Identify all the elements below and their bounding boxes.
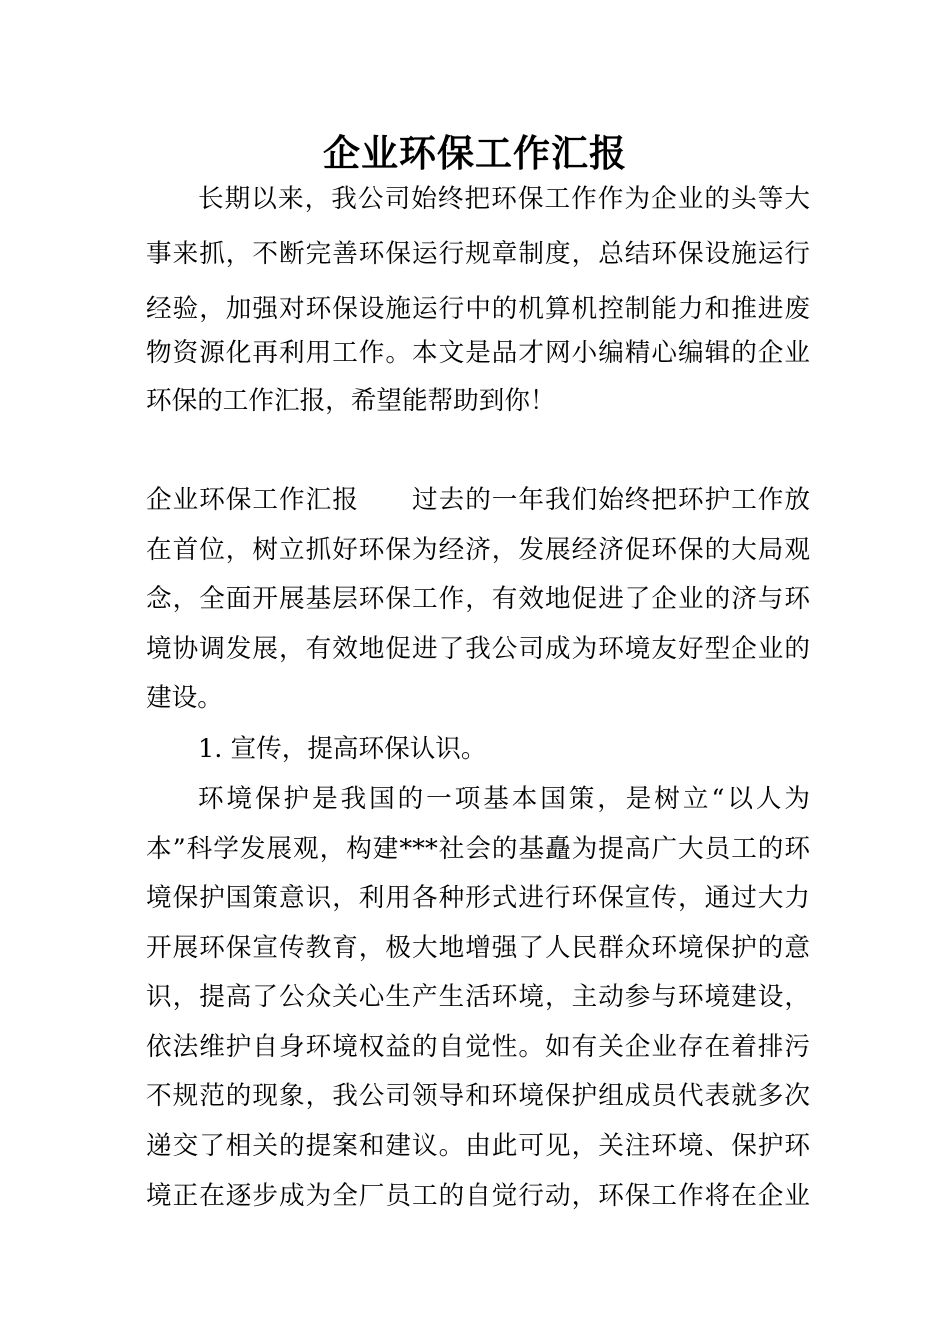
document-title: 企业环保工作汇报 xyxy=(323,131,627,175)
paragraph-line: 本”科学发展观，构建***社会的基矗为提高广大员工的环 xyxy=(146,834,810,864)
paragraph-line: 境协调发展，有效地促进了我公司成为环境友好型企业的 xyxy=(146,634,810,664)
paragraph-line: 经验，加强对环保设施运行中的机算机控制能力和推进废 xyxy=(146,294,810,324)
paragraph-line: 事来抓，不断完善环保运行规章制度，总结环保设施运行 xyxy=(146,239,810,269)
paragraph-line: 长期以来，我公司始终把环保工作作为企业的头等大 xyxy=(198,184,810,214)
paragraph-line: 物资源化再利用工作。本文是品才网小编精心编辑的企业 xyxy=(146,338,810,368)
paragraph-line: 开展环保宣传教育，极大地增强了人民群众环境保护的意 xyxy=(146,933,810,963)
paragraph-line: 不规范的现象，我公司领导和环境保护组成员代表就多次 xyxy=(146,1081,810,1111)
paragraph-line: 境正在逐步成为全厂员工的自觉行动，环保工作将在企业 xyxy=(146,1181,810,1211)
paragraph-line: 递交了相关的提案和建议。由此可见，关注环境、保护环 xyxy=(146,1131,810,1161)
paragraph-line: 识，提高了公众关心生产生活环境，主动参与环境建设， xyxy=(146,982,810,1012)
section-heading: 1. 宣传，提高环保认识。 xyxy=(198,734,487,764)
paragraph-line: 在首位，树立抓好环保为经济，发展经济促环保的大局观 xyxy=(146,535,810,565)
paragraph-line: 念，全面开展基层环保工作，有效地促进了企业的济与环 xyxy=(146,584,810,614)
paragraph-line: 企业环保工作汇报 过去的一年我们始终把环护工作放 xyxy=(146,485,810,515)
paragraph-line: 环保的工作汇报，希望能帮助到你！ xyxy=(146,386,556,416)
paragraph-line: 环境保护是我国的一项基本国策，是树立“以人为 xyxy=(198,784,810,814)
paragraph-line: 依法维护自身环境权益的自觉性。如有关企业存在着排污 xyxy=(146,1032,810,1062)
paragraph-line: 建设。 xyxy=(146,683,223,713)
paragraph-line: 境保护国策意识，利用各种形式进行环保宣传，通过大力 xyxy=(146,883,810,913)
